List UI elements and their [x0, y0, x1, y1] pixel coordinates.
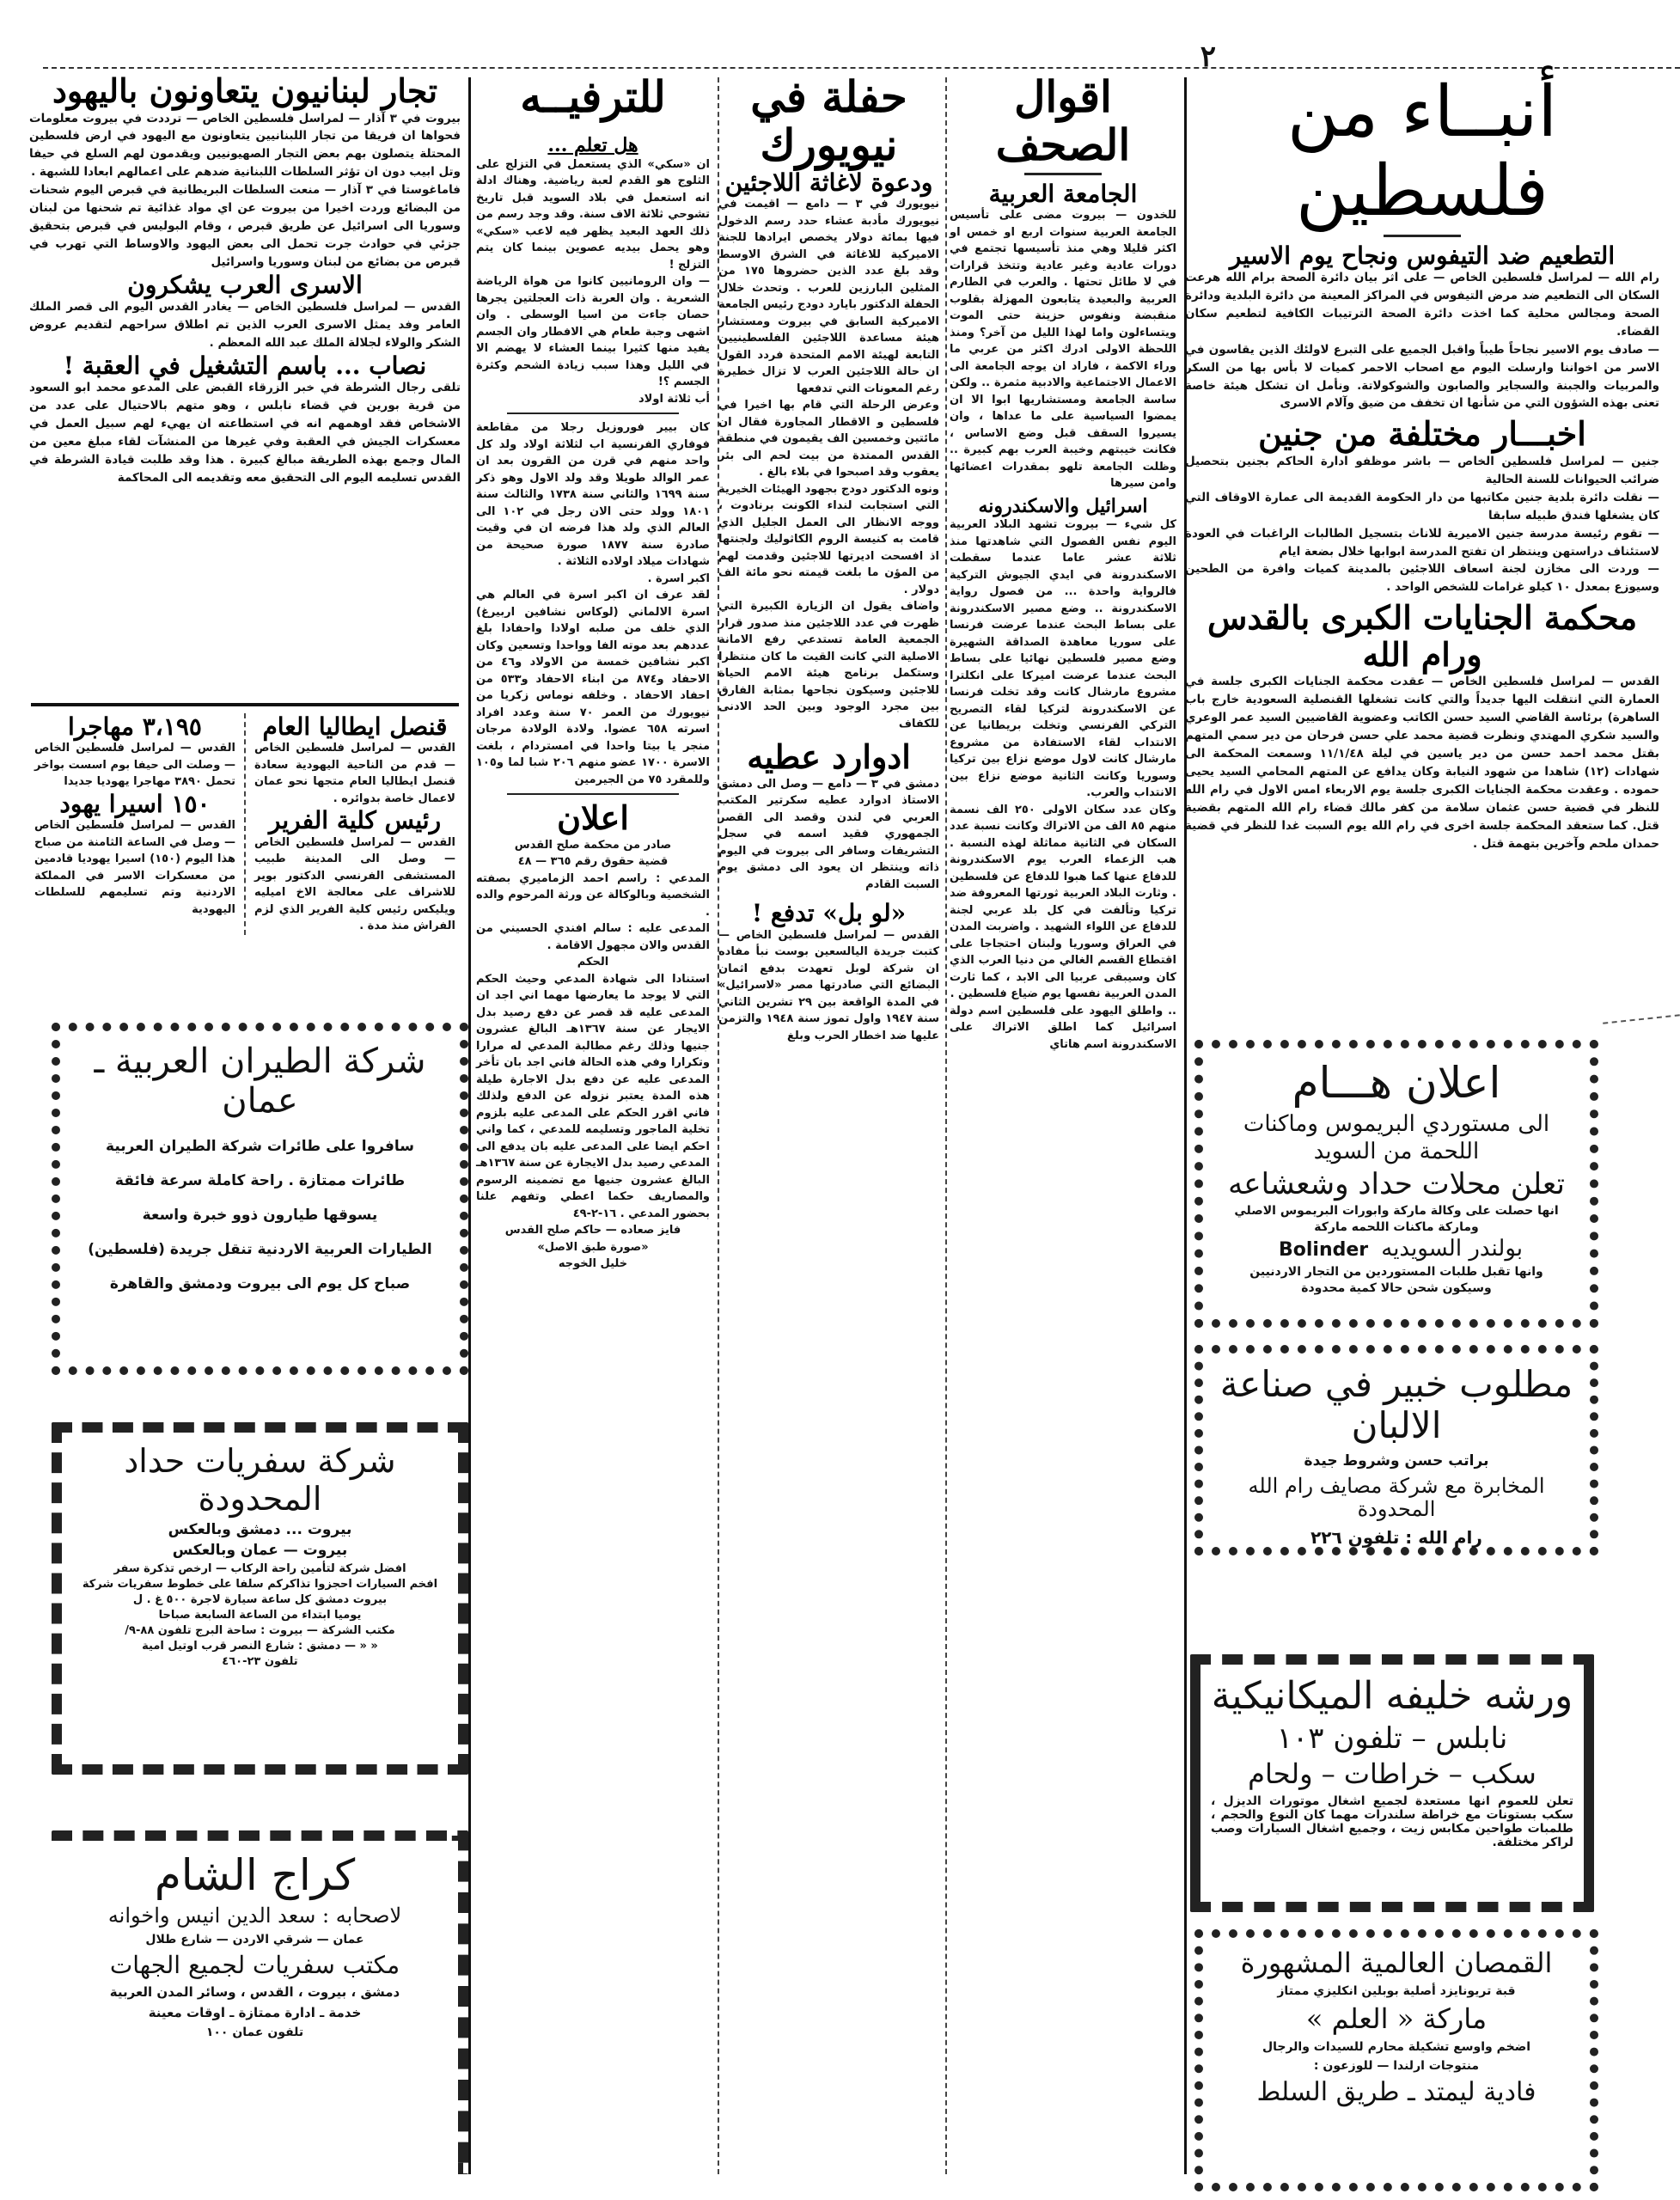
notice-body: المدعي : راسم احمد الزماميري بصفته الشخصية وبالوكالة عن ورثة المرحوم والده .: [476, 871, 710, 919]
ad-title: مطلوب خبير في صناعة الالبان: [1219, 1363, 1573, 1447]
article-body: القدس — لمراسل فلسطين الخاص — كتبت جريدة اليالسعين بوست نبأ مفاده ان شركة لوبل تعهدت بدفع اثمان البضائع التي صادرتها مصر «لاسرائيل» في المدة الواقعة بين ٢٩ تشرين الثاني سنة ١٩٤٧ واول تموز سنة ١٩٤٨ والتزمن عليها ضد اخطار الحرب وبلغ: [718, 928, 939, 1042]
ad-line: اضخم واوسع تشكيلة محارم للسيدات والرجال: [1262, 2039, 1531, 2054]
dateline: جنين — لمراسل فلسطين الخاص —: [1439, 454, 1659, 468]
dateline: للخدون — بيروت: [1072, 209, 1177, 223]
ad-line: مكتب سفريات لجميع الجهات: [109, 1951, 400, 1980]
article-body: فاماغوستا في ٣ آذار — منعت السلطات البريطانية في قبرص اليوم شحنات من البضائع وردت اخيرا من بيروت عن اي مواد غذائية تم شحنها من لبنان وسوريا الى اسرائيل عن طريق قبرص ، وقام البوليس في قبرص بتحقيق جزئي في حوادث جرت تحمل الى بعض اليهود والاوساط التي تهرب في قبرص من بضائع من لبنان وسوريا واسرائيل: [29, 183, 461, 269]
notice-line: «صورة طبق الاصل»: [537, 1240, 649, 1254]
dateline: كل شيء — بيروت: [1065, 518, 1176, 532]
article-title: التطعيم ضد التيفوس ونجاح يوم الاسير: [1229, 241, 1616, 270]
ad-line: افضل شركة لتأمين راحة الركاب — ارخص تذكرة سفر: [113, 1562, 406, 1576]
article-body: رام الله — لمراسل فلسطين الخاص — على اثر بيان دائرة الصحة برام الله هرعت السكان الى التطعيم ضد مرض التيفوس في المراكز المعينة من دائرة البلدية ودائرة الصحة ومجالس محلية كما اخذت دائرة الصحة الترتيبات الكافية لتطعيم سكان القضاء.: [1185, 271, 1659, 339]
ad-line: منتوجات ارلندا — للوزعون :: [1313, 2058, 1480, 2073]
ad-line: بيروت — عمان وبالعكس: [172, 1542, 348, 1560]
ad-shirts: [1194, 1929, 1598, 2191]
column-divider: [468, 77, 471, 2174]
ad-title: اعلان هـــام: [1292, 1058, 1501, 1108]
ad-khalifa-workshop: [1190, 1654, 1594, 1912]
column-palestine-news: [1182, 73, 1663, 853]
divider: [507, 412, 679, 414]
ad-arab-airways: [52, 1023, 468, 1375]
article-body: كل شيء — بيروت تشهد البلاد العربية اليوم نفس الفصول التي شاهدتها منذ ثلاثة عشر عاما عندما سقطت الاسكندرونة في ايدي الجيوش التركية فالرواية واحدة ... من فصول رواية الاسكندرونة .. وضع مصير الاسكندرونة على بساط البحث عندما عرضت فرنسا على سوريا معاهدة الصداقة الشهيرة وضع مصير فلسطين نهائيا على بساط البحث عندما عرضت اميركا على انكلترا مشروع مارشال كانت وقد تخلت فرنسا عن الاسكندرونة لتركيا لقاء التصريح التركي الفرنسي وتخلت بريطانيا عن الانتداب لقاء الاستفادة من مشروع مارشال كانت لاول موضع نزاع بين تركيا وسوريا وكانت الثانية موضع نزاع بين الانتداب والعرب.: [950, 518, 1176, 800]
ad-line: عمان — شرقي الاردن — شارع طلال: [145, 1933, 364, 1947]
column-headline: اقوال الصحف: [995, 71, 1131, 170]
article-body: القدس — لمراسل فلسطين الخاص — عقدت محكمة الجنايات الكبرى جلسة في العمارة التي انتقلت اليها جديداً والتي كانت تشغلها القنصلية السعودية خارج باب الساهرة) برئاسة القاضي السيد حسن الكاتب وعضوية القاضيين السيد عمر الوعري والسيد شكري المهتدي ونظرت قضية محمد علي حسن فرحان من دير سمي المتهم بقتل محمد احمد حسن من دير ياسين في ليلة ١١/١/٤٨ وسمعت المحكمة الى شهادات (١٢) شاهدا من شهود النيابة وكان يدافع عن المتهم المحامي السيد يحيى حموده . وعقدت محكمة الجنايات الكبرى جلسة يوم الاربعاء امس الاول في رام الله للنظر في قضية حسن عثمان سلامة من كفر مالك قضاء رام الله المتهم بقضية قتل. كما ستعقد المحكمة جلسة اخرى في رام الله يوم السبت غدا للنظر في قضية حمدان ملحم وآخرين بتهمة قتل .: [1185, 675, 1660, 851]
ad-line: الطيارات العربية الاردنية تنقل جريدة (فلسطين): [88, 1241, 432, 1258]
ad-title: شركة سفريات حداد المحدودة: [124, 1442, 396, 1518]
ad-title: شركة الطيران العربية ـ عمان: [94, 1042, 426, 1121]
brief-columns: [26, 713, 464, 935]
article-body: بيروت في ٣ آذار — لمراسل فلسطين الخاص — ترددت في بيروت معلومات فحواها ان فريقا من تجار اللبنانيين يتعاونون مع اليهود في ارض فلسطين المحتلة يتصلون بهم بعض التجار الصهيونيين ويقدمون لهم السلع في حيفا وتل ابيب دون ان تؤثر السلطات اللبنانية ضدهم على اعمالهم ابعادا للشبهة .: [29, 111, 461, 180]
divider: [1024, 173, 1102, 175]
article-body: .. واطلق اليهود على فلسطين اسم دولة اسرائيل كما اطلق الاتراك على الاسكندرونة اسم هاتاي: [950, 1004, 1176, 1051]
ad-line: طائرات ممتازة . راحة كاملة سرعة فائقة: [114, 1172, 406, 1189]
brief-news-block: [26, 696, 464, 935]
article-title: ١٥٠ اسيرا يهود: [59, 789, 211, 818]
notice-signature: فايز صعاده — حاكم صلح القدس: [504, 1224, 681, 1238]
article-body: القدس — لمراسل فلسطين الخاص — وصل في الساعة الثامنة من صباح هذا اليوم (١٥٠) اسيرا يهوديا قادمين من معسكرات الاسر في المملكة الاردنية وتم تسليمهم للسلطات اليهودية: [34, 819, 236, 916]
brief-right: [246, 713, 464, 935]
article-title: الاسرى العرب يشكرون: [127, 270, 363, 299]
divider: [1384, 235, 1461, 237]
article-title: ٣،١٩٥ مهاجرا: [68, 712, 202, 741]
ad-phone: تلفون عمان ١٠٠: [205, 2026, 304, 2040]
article-body: دمشق في ٣ — دامع — وصل الى دمشق الاستاذ ادوارد عطيه سكرتير المكتب العربي في لندن وقصد الى القصر الجمهوري فقيد اسمه في سجل التشريفات وسافر الى بيروت في اليوم ذاته وينتظر ان يعود الى دمشق يوم السبت القادم: [718, 777, 939, 891]
column-subheadline: ودعوة لاغاثة اللاجئين: [724, 168, 933, 197]
ad-line: انها حصلت على وكالة ماركة وابورات البريموس الاصلي: [1234, 1204, 1559, 1219]
ad-line: يسوقها طيارون ذوو خبرة واسعة: [142, 1207, 378, 1224]
article-body: تلقى رجال الشرطة في خبر الزرقاء القبض على المدعو محمد ابو السعود من قرية بورين في قضاء نابلس ، وهو متهم بالاحتيال على عدد من الاشخاص فقد اوهمهم انه في استطاعته ان يهيء لهم سبيل العمل في معسكرات الجيش في العقبة وفي غيرها من المنشآت لقاء مبلغ معين من المال وجمع بهذه الطريقة مبالغ كبيرة . هذا وقد طلبت قيادة الشرطة في القدس تسليمه اليوم الى التحقيق معه وتقديمه الى المحاكمة: [29, 381, 461, 485]
article-body: واضاف يقول ان الزيارة الكبيرة التي ظهرت في عدد اللاجئين منذ صدور قرار الجمعية العامة تستدعي رفع الامانة الاصلية التي كانت القيت ما كان منتظرا وستكمل برنامج هيئة الامم الحياة للاجئين وسيكون نجاحها بمثابة الفارق بين مجرد الوجود وبين الحد الادنى للكفاف: [718, 600, 939, 730]
ad-line: وماركة ماكنات اللحمه ماركة: [1314, 1220, 1479, 1235]
notice-subtitle: الحكم: [577, 956, 609, 969]
article-title: اخبـــار مختلفة من جنين: [1258, 414, 1586, 454]
ad-line: اللحمة من السويد: [1313, 1139, 1480, 1165]
article-body: القدس — لمراسل فلسطين الخاص — يغادر القدس اليوم الى قصر الملك العامر وفد يمثل الاسرى العرب الذين تم اطلاق سراحهم لتقديم عروض الشكر والولاء لجلالة الملك عبد الله المعظم .: [29, 300, 461, 351]
dateline: دمشق في ٣ — دامع —: [812, 777, 939, 791]
ad-line: سافروا على طائرات شركة الطيران العربية: [106, 1138, 414, 1155]
divider: [31, 703, 459, 706]
dateline: نيويورك في ٣ — دامع — اقيمت: [744, 198, 939, 211]
dateline: القدس — لمراسل فلسطين الخاص —: [718, 928, 939, 942]
article-body: ونوه الدكتور دودج بجهود الهيئات الخيرية التي استجابت لنداء الكونت برنادوت ، ووجه الانظار الى العمل الجليل الذي قامت به كنيسة الروم الكاثوليك ولجنتها اذ افسحت اديرتها للاجئين وقدمت لهم من المؤن ما بلغت قيمته نحو مائة الف دولار .: [718, 482, 939, 596]
article-title: «لو بل» تدفع !: [751, 899, 907, 928]
article-body: القدس — لمراسل فلسطين الخاص — وصل الى المدينة طبيب المستشفى الفرنسي الدكتور بوير للاشراف على معالجة الاخ اميليه ويليكس رئيس كلية الفرير الذي لزم الفراش منذ مدة .: [254, 835, 455, 933]
article-body: للخدون — بيروت مضى على تأسيس الجامعة العربية سنوات اربع او خمس او اكثر قليلا وهي منذ تأسيسها تجتمع في دورات عادية وغير عادية وتتخذ قرارات في لا طائل تحتها . والعرب في الطارم العربية والبعيدة يتابعون المهزلة بقلوب منقبضة ونفوس حزينة حتى الموت ويتساءلون واما لهذا الليل من آخر؟ ومنذ اللحظة الاولى ادرك اكثر من عربي ما وراء الاكمة ، فاراد ان يوجه الجامعة الى الاعمال الاجتماعية والادبية مثمرة .. ولكن ساسة الجامعة ومستشاريها ابوا الا ان يمضوا السياسية على ما عداها ، وان يسيروا السقف قبل وضع الاساس ، فكانت خيبتهم وخيبة العرب بهم كبيرة .. وظلت الجامعة تلهو بمقدرات اعضائها وامن سيرها: [950, 209, 1177, 491]
ad-line: لاصحابه : سعد الدين انيس واخوانه: [107, 1903, 402, 1928]
ad-haddad-travel: [52, 1422, 468, 1775]
ad-line: فادية ليمتد ـ طريق السلط: [1256, 2076, 1536, 2107]
scan-mark: [1603, 1014, 1680, 1024]
article-title: اسرائيل والاسكندرونه: [978, 494, 1148, 517]
ad-line: مكتب الشركة — بيروت : ساحة البرج تلفون ٨٨-٩/: [125, 1624, 395, 1638]
ad-line: قبة تريونايزد أصلية بوبلين انكليزي ممتاز: [1277, 1983, 1516, 1998]
ad-phone: نابلس – تلفون ١٠٣: [1276, 1720, 1508, 1756]
column-lebanese-traders: [26, 73, 464, 487]
main-headline: أنبــاء من فلسطين: [1286, 71, 1558, 232]
divider: [507, 793, 679, 795]
article-subtitle: أب ثلاثة اولاد: [638, 392, 710, 406]
notice-body: المدعى عليه : سالم افندي الحسيني من القدس والان مجهول الاقامة .: [476, 922, 710, 952]
article-title: رئيس كلية الفرير: [268, 806, 442, 835]
ad-line: افخم السيارات احجزوا تذاكركم سلفا على خطوط سفريات شركة: [82, 1578, 438, 1592]
dateline: رام الله — لمراسل فلسطين الخاص —: [1433, 271, 1659, 285]
ad-line: يوميا ابتداء من الساعة السابعة صباحا: [158, 1609, 362, 1622]
column-headline: حفلة في نيويورك: [750, 71, 907, 170]
article-title: ادوارد عطيه: [747, 737, 911, 777]
article-body: وكان عدد سكان الاولى ٢٥٠ الف نسمة منهم ٨٥ الف من الاتراك وكانت نسبة عدد السكان في الثانية مماثلة لهذه النسبة . هب الزعماء العرب يوم الاسكندرونة للدفاع عنها كما هبوا للدفاع عن فلسطين . وثارت البلاد العربية ثورتها المعروفة ضد تركيا وتألفت في كل بلد عربي لجنة للدفاع عن اللواء الشهيد . واضربت المدن في العراق وسوريا ولبنان احتجاجا على اقتطاع القسم الغالي من دنيا العرب الذي كان وسيبقى عربيا الى الابد ، كما ثارت المدن العربية نفسها يوم ضياع فلسطين .: [950, 803, 1176, 1001]
ad-line: سكب – خراطات – ولحام: [1248, 1757, 1536, 1790]
ad-title: ورشه خليفه الميكانيكية: [1211, 1674, 1573, 1718]
notice-signature: خليل الخوجه: [558, 1257, 628, 1271]
ad-line: صباح كل يوم الى بيروت ودمشق والقاهرة: [109, 1275, 411, 1292]
article-body: القدس — لمراسل فلسطين الخاص — قدم من الناحية اليهودية سعادة قنصل ايطاليا العام متجها نحو عمان لاعمال خاصة بدوائره .: [254, 742, 455, 805]
ad-line: دمشق ، بيروت ، القدس ، وسائر المدن العربية: [109, 1984, 400, 2001]
ad-haddad-primus: [1194, 1040, 1598, 1328]
brand-latin: Bolinder: [1279, 1239, 1369, 1262]
ad-line: براتب حسن وشروط جيدة: [1304, 1451, 1489, 1470]
ad-line: خدمة ـ ادارة ممتازة ـ اوقات معينة: [148, 2005, 362, 2021]
article-body: — وان الرومانيين كانوا من هواة الرياضة الشعرية . وان العربة ذات العجلتين يجرها حصان جاءت من اسيا الوسطى . وان اشهى وجبة طعام هي الافطار وان الجسم يفيد منها كثيرا بينما العشاء لا يهضم الا في الليل وهذا سبب زيادة الشحم وكثرة الجسم ؟!: [476, 275, 710, 389]
article-body: — وردت الى مخازن لجنة اسعاف اللاجئين بالمدينة كميات وافرة من الطحين وسيوزع بمعدل ١٠ كيلو غرامات للشخص الواحد .: [1185, 562, 1659, 595]
article-body: كان بيير فوروزيل رجلا من مقاطعة فوفاري الفرنسية اب لثلاثة اولاد ولد كل واحد منهم في قرن من القرون بعد ان عمر الوالد طويلا وقد ولد الاول وهو ذكر سنة ١٦٩٩ والثاني سنة ١٧٣٨ والثالث سنة ١٨٠١ وولد حتى الان رجل في ١٠٢ الى العالم الذي ولد هذا فرضه ان في وقيت صادرة سنة ١٨٧٧ صورة صحيحة من شهادات ميلاد اولاده الثلاثة .: [476, 421, 711, 569]
brief-left: [26, 713, 246, 935]
ad-dairy-expert: [1194, 1345, 1598, 1555]
notice-line: صادر من محكمة صلح القدس: [514, 838, 672, 852]
ad-brand: [1213, 1237, 1579, 1262]
column-headline: تجار لبنانيون يتعاونون باليهود: [52, 71, 438, 110]
brand-arabic: بولندر السويديه: [1381, 1236, 1523, 1262]
column-headline: للترفيــه: [520, 71, 666, 122]
page-header: [0, 40, 1680, 74]
top-rule: [43, 67, 1680, 69]
article-body: — تقوم رئيسة مدرسة جنين الاميرية للاناث بتسجيل الطالبات الراغبات في العودة لاستئناف دراستهن وينتظر ان تفتح المدرسة ابوابها خلال بضعة ايام: [1185, 526, 1659, 559]
article-body: — صادف يوم الاسير نجاحاً طيباً واقبل الجميع على التبرع لاولئك الذين يقاسون في الاسر من اخواننا وارسلت اليوم مع اصحاب الاحمر كميات لا بأس بها من السكر والمربيات والجبنة والسجاير والصابون والشوكولاتة. ونأمل ان تشكل هيئة خاصة تعنى بهذه الشؤون التي من شأنها ان تخفف من ضيق وآلام الاسرى: [1185, 342, 1659, 411]
article-body: القدس — لمراسل فلسطين الخاص — وصلت الى حيفا بوم اسست بواخر تحمل ٣٨٩٠ مهاجرا يهوديا جديدا: [34, 742, 235, 789]
ad-title: كراج الشام: [154, 1850, 356, 1900]
ad-line: بيروت دمشق كل ساعة سيارة لاجرة ٥٠٠ غ . ل: [132, 1593, 388, 1607]
article-body: — نقلت دائرة بلدية جنين مكاتبها من دار الحكومة القديمة الى عمارة الاوقاف التي كان يشغلها فندق طبيله سابقا: [1185, 490, 1659, 522]
notice-line: قضية حقوق رقم ٣٦٥ — ٤٨: [517, 855, 669, 869]
article-title: نصاب ... باسم التشغيل في العقبة !: [63, 351, 427, 380]
article-body: لقد عرف ان اكبر اسرة في العالم هي اسرة الالماني (لوكاس نشافين اربيرغ) الذي خلف من صلبه اولادا واحفادا بلغ عددهم بعد موته الفا وواحدا وتسعين وكان اكبر نشافين خمسة من الاولاد و٤٦ من الاحفاد و٨٧٤ من ابناء الاحفاد و٥٣٣ من احفاد الاحفاد . وخلفه نوماس زكريا من نيويورك من العمر ٧٠ سنة وعدد افراد اسرته ٦٥٨ عضوا. ولادة الولادة مرجان منجر يا بيتا واحدا في امستردام ، بلغت الاسرة ١٧٠٠ عضو منهم ٢٠٦ شبا لما و١٠٥ وللمقرد ٧٥ من الجيرمين: [476, 589, 710, 786]
dateline: القدس — لمراسل فلسطين الخاص —: [1431, 675, 1659, 689]
article-body: جنين — لمراسل فلسطين الخاص — باشر موظفو ادارة الحاكم بجنين بتحصيل ضرائب الحيوانات للسنة الحالية: [1185, 454, 1659, 486]
article-title: هل تعلم ...: [547, 134, 638, 156]
ad-line: المخابرة مع شركة مصايف رام الله المحدودة: [1248, 1473, 1545, 1522]
notice-title: اعلان: [557, 798, 629, 838]
ad-brand: ماركة « العلم »: [1305, 2001, 1488, 2035]
ad-phone: تلفون ٢٣-٤٦٠: [222, 1655, 298, 1669]
page-number: ٢: [1200, 40, 1216, 74]
article-body: نيويورك في ٣ — دامع — اقيمت في نيويورك مأدبة عشاء حدد رسم الدخول فيها بمائة دولار يخصص ايرادها للجنة الاميركية للاغاثة في الشرق الاوسط وقد بلغ عدد الذين حضروها ١٧٥ من المثلين البارزين للعرب . وتحدث خلال الحفلة الدكتور بايارد دودج رئيس الجامعة الاميركية السابق في بيروت ومستشار هيئة مساعدة اللاجئين الفلسطينيين التابعة لهيئة الامم المتحدة فردد القول ان حالة اللاجئين العرب لا تزال خطيرة رغم المعونات التي تدفعها: [718, 198, 940, 395]
ad-line: الى مستوردي البريموس وماكنات: [1243, 1110, 1550, 1137]
ad-line: وسيكون شحن حالا كمية محدودة: [1301, 1281, 1492, 1296]
article-title: محكمة الجنايات الكبرى بالقدس ورام الله: [1207, 598, 1638, 674]
court-notice: [473, 800, 713, 1273]
article-title: الجامعة العربية: [988, 180, 1138, 208]
article-subtitle: اكبر اسرة .: [647, 571, 710, 585]
ad-line: « « — دمشق : شارع النصر قرب اوتيل امية: [142, 1640, 378, 1653]
column-entertainment: [473, 73, 713, 1273]
ad-phone: رام الله : تلفون ٢٢٦: [1310, 1526, 1482, 1548]
ad-line: بيروت ... دمشق وبالعكس: [168, 1521, 352, 1539]
column-press-quotes: [946, 73, 1180, 1053]
ad-body: تعلن للعموم انها مستعدة لجميع اشغال موتورات الديزل ، سكب بستونات مع خراطة سلندرات مهما كان النوع والحجم ، طلمبات طواحين مكابس زيت ، وجميع اشغال السيارات وصب لراكر مختلفة.: [1211, 1794, 1573, 1850]
article-body: ان «سكي» الذي يستعمل في التزلج على الثلوج هو القدم لعبة رياضية. وهناك ادلة انه استعمل في بلاد السويد قبل تاريخ تشوحي ثلاثة الاف سنة. وقد وجد رسم من ذلك العهد البعيد يظهر فيه لاعب «سكي» وهو يحمل بيديه عصوين بينما كان يتم التزلج !: [476, 157, 710, 272]
notice-body: استنادا الى شهادة المدعي وحيث الحكم التي لا يوجد ما يعارضها مهما اني اجد ان المدعى عليه قد قصر عن دفع رصيد بدل الايجار عن سنة ١٣٦٧هـ البالغ عشرون جنيها وذلك رغم مطالبة المدعي له مرارا وتكرارا وفي هذه الحالة فاني اجد بان تأخر المدعى عليه عن دفع بدل الاجارة طيلة هذه المدة يعتبر نزوله عن الدفع ولذلك فاني اقرر الحكم على المدعى عليه بلزوم تخلية الماجور وتسليمه للمدعي ، كما واني احكم ايضا على المدعى عليه بان يدفع الى المدعي رصيد بدل الايجارة عن سنة ١٣٦٧هـ البالغ عشرون جنيها مع تضمينه الرسوم والمصاريف حكما اعطي وتفهم علنا بحضور المدعي . ١٦-٢-٤٩: [476, 972, 710, 1220]
ad-line: وانها تقبل طلبات المستوردين من التجار الاردنيين: [1249, 1265, 1543, 1280]
ad-title: القمصان العالمية المشهورة: [1240, 1946, 1553, 1979]
ad-sham-garage: [52, 1830, 468, 2174]
article-title: قنصل ايطاليا العام: [262, 712, 448, 741]
article-body: وعرض الرحلة التي قام بها اخيرا في فلسطين و الاقطار المجاورة فقال ان مائتين وخمسين الف يقيمون في منطقة القدس الممتدة من بيت لحم الى بئر يعقوب وقد اصبحوا في بلاء بالغ .: [718, 399, 939, 480]
column-new-york: [715, 73, 943, 1044]
ad-line: تعلن محلات حداد وشعشاعه: [1228, 1167, 1565, 1202]
